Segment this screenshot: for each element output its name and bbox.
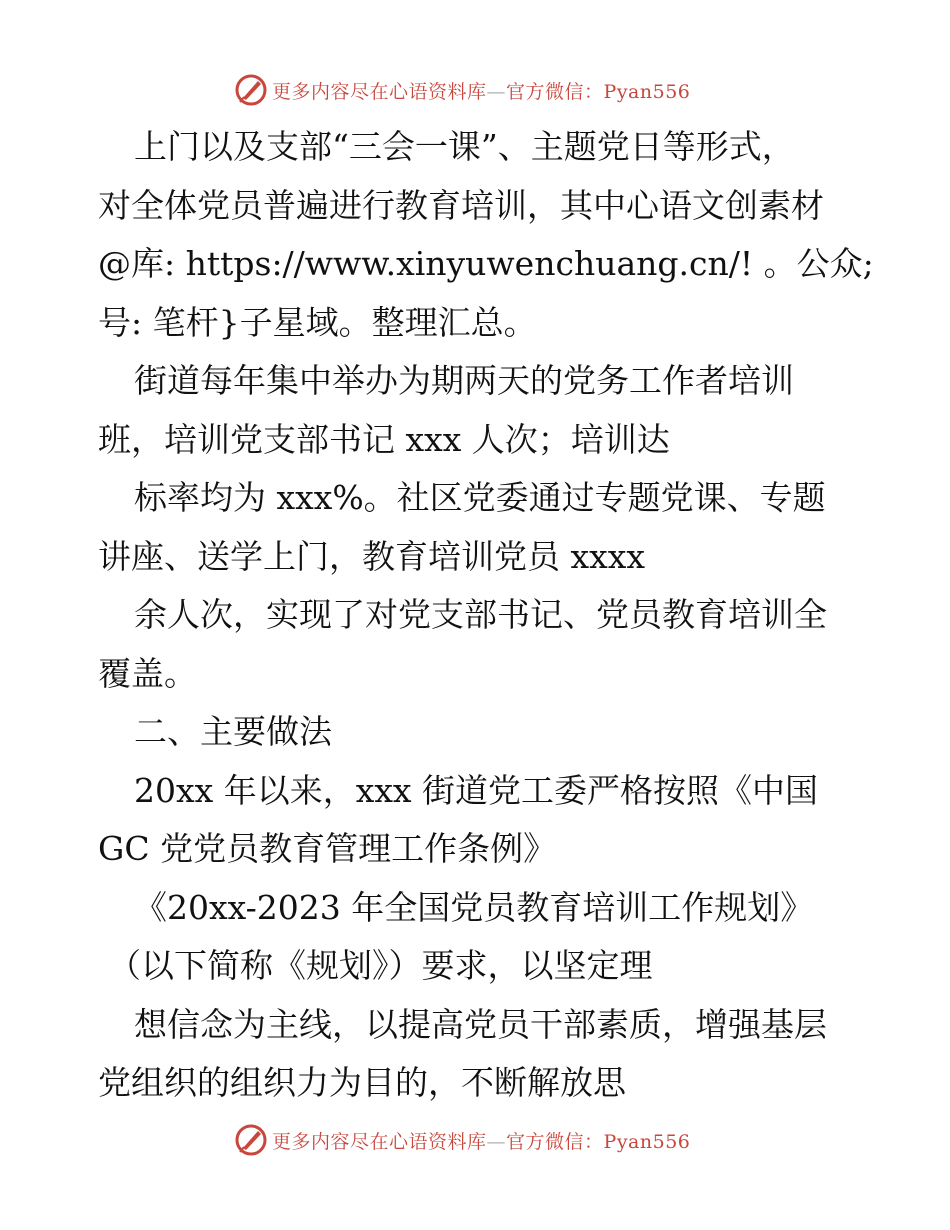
quill-pen-logo-icon [234,73,268,107]
text-line: 党组织的组织力为目的，不断解放思 [98,1063,626,1102]
text-line: 街道每年集中举办为期两天的党务工作者培训 [134,361,794,400]
banner-wechat-id: Pyan556 [603,1130,691,1153]
text-line: 20xx 年以来，xxx 街道党工委严格按照《中国 [134,770,819,810]
quill-pen-logo-icon [234,1123,268,1157]
banner-text [272,1127,690,1154]
text-line: GC 党党员教育管理工作条例》 [98,829,557,868]
text-line: 讲座、送学上门，教育培训党员 xxxx [98,536,645,576]
banner-official-label: 官方微信： [506,1130,604,1153]
text-line: 《20xx-2023 年全国党员教育培训工作规划》 [134,887,814,927]
text-line: 班，培训党支部书记 xxx 人次；培训达 [98,419,670,459]
banner-title: 更多内容尽在心语资料库 [272,80,487,103]
text-line: 上门以及支部“三会一课”、主题党日等形式， [134,127,795,166]
banner-text [272,77,690,104]
text-line: （以下简称《规划》）要求，以坚定理 [108,946,653,985]
text-line: 覆盖。 [98,653,197,693]
text-line: 余人次，实现了对党支部书记、党员教育培训全 [134,595,827,634]
text-line: @库: https://www.xinyuwenchuang.cn/! 。公众; [98,244,874,283]
text-line: 号: 笔杆}子星域。整理汇总。 [98,302,537,342]
text-line: 想信念为主线，以提高党员干部素质，增强基层 [134,1004,827,1044]
footer-watermark-banner [234,1120,690,1160]
section-heading: 二、主要做法 [134,712,332,751]
banner-separator: — [486,1130,507,1153]
text-line: 对全体党员普遍进行教育培训，其中心语文创素材 [98,185,824,225]
header-watermark-banner [234,70,690,110]
banner-official-label: 官方微信： [506,80,604,103]
banner-title: 更多内容尽在心语资料库 [272,1130,487,1153]
banner-separator: — [486,80,507,103]
document-body [98,118,878,1113]
text-line: 标率均为 xxx%。社区党委通过专题党课、专题 [134,478,826,517]
banner-wechat-id: Pyan556 [603,80,691,103]
